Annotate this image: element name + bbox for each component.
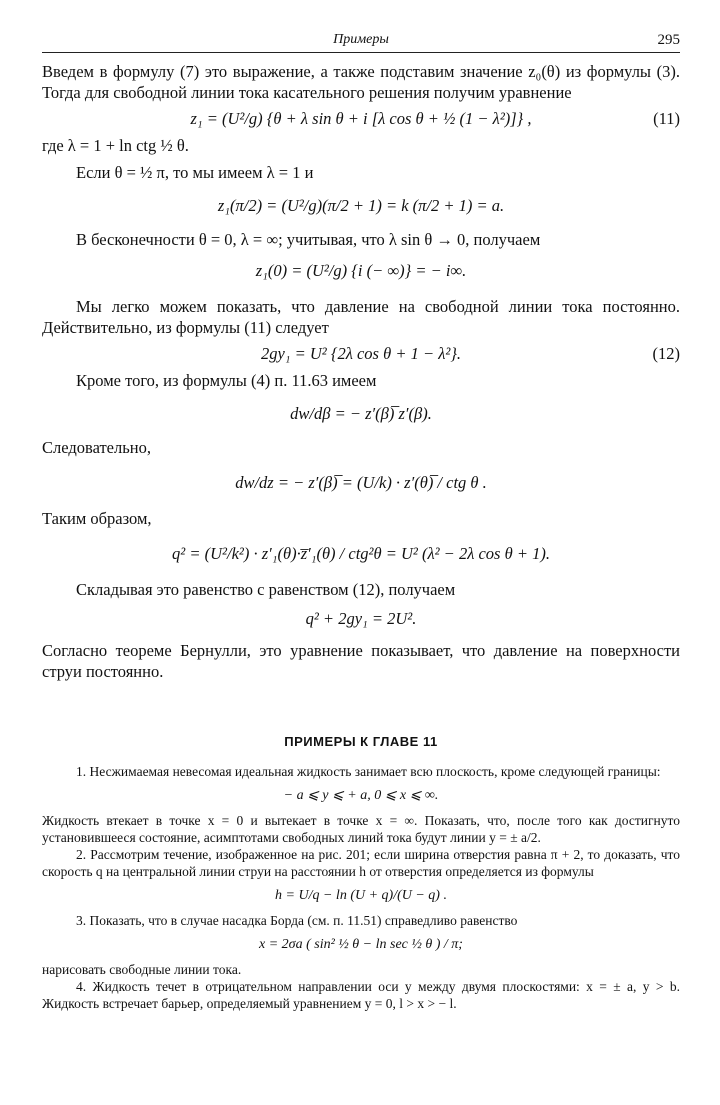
paragraph: Кроме того, из формулы (4) п. 11.63 имеем xyxy=(76,371,377,390)
paragraph: Введем в формулу (7) это выражение, а также подставим значение z₀(θ) из формулы (3). Тогда для свободной линии тока касательного решения получим уравнение xyxy=(42,62,680,102)
exercise-equation: x = 2σa ( sin² ½ θ − ln sec ½ θ ) / π; xyxy=(259,937,463,952)
paragraph: Таким образом, xyxy=(42,509,152,528)
equation-expr: z₁(0) = (U²/g) {i (− ∞)} = − i∞. xyxy=(255,261,467,280)
equation-number: (11) xyxy=(653,109,680,128)
equation-expr: dw/dβ = − z′(β)̅ z′(β). xyxy=(290,404,432,423)
exercise-3-cont: нарисовать свободные линии тока. xyxy=(42,962,242,977)
paragraph: Согласно теореме Бернулли, это уравнение показывает, что давление на поверхности струи постоянно. xyxy=(42,641,680,681)
equation-expr: dw/dz = − z′(β)̅ = (U/k) · z′(θ)̅ / ctg θ . xyxy=(235,473,487,492)
paragraph: Следовательно, xyxy=(42,438,151,457)
equation xyxy=(42,403,680,425)
section-title: ПРИМЕРЫ К ГЛАВЕ 11 xyxy=(284,734,438,749)
paragraph: Мы легко можем показать, что давление на свободной линии тока постоянно. Действительно, из формулы (11) следует xyxy=(42,297,680,337)
equation xyxy=(42,543,680,565)
equation xyxy=(42,260,680,282)
exercise-3: 3. Показать, что в случае насадка Борда (см. п. 11.51) справедливо равенство xyxy=(76,913,518,928)
page-number: 295 xyxy=(657,32,680,48)
equation-expr: z₁(π/2) = (U²/g)(π/2 + 1) = k (π/2 + 1) = a. xyxy=(217,196,505,215)
equation-11 xyxy=(42,108,680,130)
equation xyxy=(42,195,680,217)
equation-expr: q² + 2gy₁ = 2U². xyxy=(305,609,417,628)
exercise-1: 1. Несжимаемая невесомая идеальная жидкость занимает всю плоскость, кроме следующей границы: xyxy=(76,764,661,779)
exercise-2: 2. Рассмотрим течение, изображенное на рис. 201; если ширина отверстия равна π + 2, то доказать, что скорость q на центральной линии струи на расстоянии h от отверстия определяется из формулы xyxy=(42,847,680,879)
equation-expr: 2gy₁ = U² {2λ cos θ + 1 − λ²}. xyxy=(260,344,462,363)
exercise-1-cont: Жидкость втекает в точке x = 0 и вытекает в точке x = ∞. Показать, что, после того как достигнуто установившееся состояние, асимптотами свободных линий тока будут линии y = ± a/2. xyxy=(42,813,680,845)
paragraph: Складывая это равенство с равенством (12), получаем xyxy=(76,580,456,599)
paragraph: Если θ = ½ π, то мы имеем λ = 1 и xyxy=(76,163,314,182)
equation-expr: q² = (U²/k²) · z′₁(θ)·z̅′₁(θ) / ctg²θ = U² (λ² − 2λ cos θ + 1). xyxy=(172,544,550,563)
exercise-equation: − a ⩽ y ⩽ + a, 0 ⩽ x ⩽ ∞. xyxy=(283,788,439,803)
running-title: Примеры xyxy=(333,32,389,47)
equation xyxy=(42,608,680,630)
running-header xyxy=(42,30,680,53)
equation-expr: z₁ = (U²/g) {θ + λ sin θ + i [λ cos θ + ½ (1 − λ²)]} , xyxy=(190,109,532,128)
paragraph: где λ = 1 + ln ctg ½ θ. xyxy=(42,136,189,155)
equation-12 xyxy=(42,343,680,365)
paragraph: В бесконечности θ = 0, λ = ∞; учитывая, что λ sin θ → 0, получаем xyxy=(76,230,541,249)
exercise-4: 4. Жидкость течет в отрицательном направлении оси y между двумя плоскостями: x = ± a, y > b. Жидкость встречает барьер, определяемый уравнением y = 0, l > x > − l. xyxy=(42,979,680,1011)
equation xyxy=(42,472,680,494)
equation-number: (12) xyxy=(652,344,680,363)
exercise-equation: h = U/q − ln (U + q)/(U − q) . xyxy=(275,888,447,903)
